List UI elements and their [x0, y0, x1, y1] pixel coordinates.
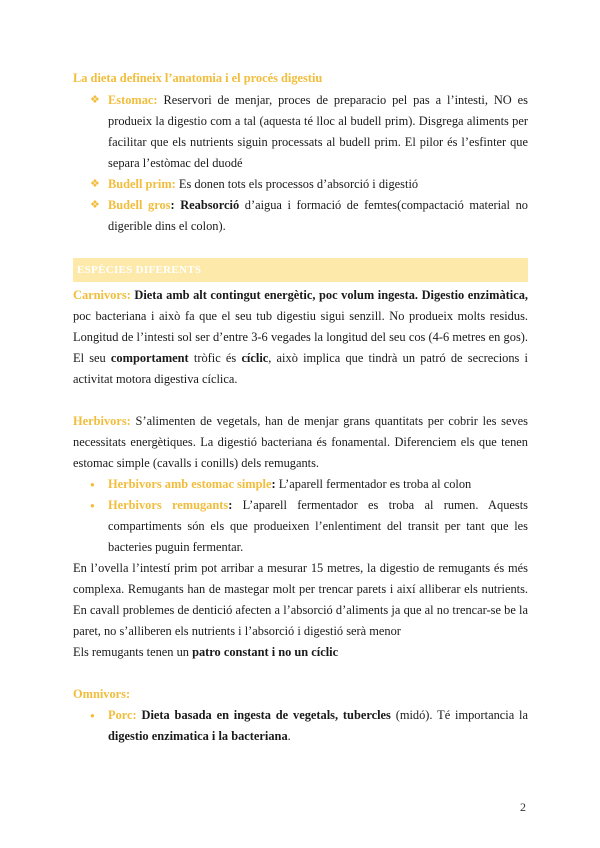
organ-list	[73, 90, 528, 237]
carnivors-label: Carnivors:	[73, 288, 131, 302]
item-sep: :	[228, 498, 233, 512]
bold-text: digestio enzimatica i la bacteriana	[108, 729, 288, 743]
item-text: L’aparell fermentador es troba al colon	[275, 477, 472, 491]
paragraph-carnivors	[73, 285, 528, 390]
page-number: 2	[520, 800, 526, 814]
paragraph-herbivors	[73, 411, 528, 474]
item-bold: Reabsorció	[180, 198, 240, 212]
paragraph-remugants	[73, 642, 528, 663]
item-sep: :	[271, 477, 276, 491]
text: Els remugants tenen un	[73, 645, 193, 659]
bold-text: patro constant i no un cíclic	[192, 645, 339, 659]
herbivors-list	[73, 474, 528, 558]
text: S’alimenten de vegetals, han de menjar grans quantitats per cobrir les seves necessitats energètiques. La digestió bacteriana és fonamental. Diferenciem els que tenen estomac simple (cavalls i conills) dels remugants.	[73, 414, 528, 470]
item-text: L’aparell fermentador es troba al rumen. Aquests compartiments són els que produeixen l’enlentiment del transit per tant que les bacteries puguin fermentar.	[108, 498, 528, 554]
item-label: Budell gros	[108, 198, 171, 212]
text: tròfic és	[188, 351, 242, 365]
text: , això implica que tindrà un patró de secrecions i activitat motora digestiva cíclica.	[73, 351, 528, 386]
item-text: (midó). Té importancia la	[390, 708, 528, 722]
item-sep: :	[170, 198, 181, 212]
item-label: Estomac:	[108, 93, 158, 107]
section-banner: ESPÈCIES DIFERENTS	[73, 258, 528, 282]
bold-text: Dieta basada en ingesta de vegetals, tubercles	[136, 708, 391, 722]
item-label: Porc:	[108, 708, 137, 722]
item-text: Reservori de menjar, proces de preparacio pel pas a l’intesti, NO es produeix la digestio com a tal (aquesta té lloc al budell prim). Disgrega aliments per facilitar que els nutrients siguin processats al budell prim. El pilor és l’esfinter que separa l’estòmac del duodé	[108, 93, 528, 170]
item-label: Herbivors remugants	[108, 498, 229, 512]
item-label: Herbivors amb estomac simple	[108, 477, 272, 491]
list-item-estomac	[108, 90, 528, 174]
list-item-budell-prim	[108, 174, 528, 195]
list-item-porc	[108, 705, 528, 747]
item-label: Budell prim:	[108, 177, 176, 191]
item-end: .	[287, 729, 291, 743]
bold-text: comportament	[110, 351, 189, 365]
section-heading-diet: La dieta defineix l’anatomia i el procés digestiu	[73, 71, 323, 85]
list-item-remugants	[108, 495, 528, 558]
herbivors-label: Herbivors:	[73, 414, 131, 428]
paragraph-ovella: En l’ovella l’intestí prim pot arribar a mesurar 15 metres, la digestio de remugants és més complexa. Remugants han de mastegar molt per trencar parets i així alliberar els nutrients. En cavall problemes de dentició afecten a l’absorció d’aliments ja que al no trencar-se be la paret, no s’alliberen els nutrients i l’absorció i digestió serà menor	[73, 561, 528, 638]
omnivors-list	[73, 705, 528, 747]
text: poc bacteriana i això fa que el seu tub digestiu sigui senzill. No produeix molts residus. Longitud de l’intesti sol ser d’entre 3-6 vegades la longitud del seu cos (4-6 metres en gos). El seu	[73, 309, 528, 365]
item-text: d’aigua i formació de femtes(compactació material no digerible dins el colon).	[108, 198, 528, 233]
list-item-estomac-simple	[108, 474, 528, 495]
bold-text: Dieta amb alt contingut energètic, poc volum ingesta. Digestio enzimàtica,	[130, 288, 528, 302]
document-body	[73, 68, 528, 747]
item-text: Es donen tots els processos d’absorció i digestió	[175, 177, 419, 191]
list-item-budell-gros	[108, 195, 528, 237]
omnivors-heading: Omnivors:	[73, 687, 131, 701]
bold-text: cíclic	[241, 351, 269, 365]
